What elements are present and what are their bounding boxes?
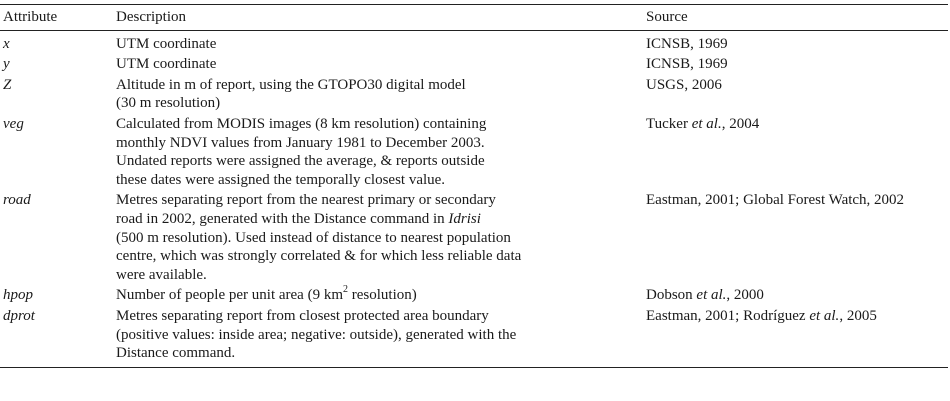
description-line: Altitude in m of report, using the GTOPO30 digital model xyxy=(116,76,466,93)
attribute-cell: Z xyxy=(3,76,12,93)
attribute-cell: x xyxy=(3,35,10,52)
description-line: these dates were assigned the temporally closest value. xyxy=(116,171,446,188)
table-row xyxy=(0,114,948,190)
header-source: Source xyxy=(646,9,688,25)
source-etal: et al. xyxy=(809,307,840,324)
superscript: 2 xyxy=(343,284,348,296)
description-line: were available. xyxy=(116,266,207,283)
attribute-cell: road xyxy=(3,192,31,209)
description-cell xyxy=(116,285,646,306)
source-cell: ICNSB, 1969 xyxy=(646,35,728,52)
description-line xyxy=(116,286,646,305)
source-cell xyxy=(646,306,948,367)
source-cell: ICNSB, 1969 xyxy=(646,56,728,73)
description-text: resolution) xyxy=(348,287,417,304)
description-cell xyxy=(116,114,646,190)
description-line: Calculated from MODIS images (8 km resolution) containing xyxy=(116,115,487,132)
table-body xyxy=(0,30,948,367)
attribute-cell: hpop xyxy=(3,287,33,304)
description-line: Metres separating report from the nearest primary or secondary xyxy=(116,192,496,209)
attribute-cell: y xyxy=(3,56,10,73)
description-cell xyxy=(116,306,646,367)
source-year: , 2005 xyxy=(839,307,877,324)
description-line: (positive values: inside area; negative: outside), generated with the xyxy=(116,326,517,343)
source-cell xyxy=(646,114,948,190)
description-line: UTM coordinate xyxy=(116,56,217,73)
header-attribute: Attribute xyxy=(3,9,58,25)
description-line: centre, which was strongly correlated & for which less reliable data xyxy=(116,248,522,265)
source-cell: USGS, 2006 xyxy=(646,76,722,93)
source-year: , 2000 xyxy=(726,287,764,304)
header-row xyxy=(0,5,948,31)
attribute-cell: veg xyxy=(3,115,24,132)
attribute-cell: dprot xyxy=(3,307,35,324)
table-row xyxy=(0,285,948,306)
description-line: monthly NDVI values from January 1981 to December 2003. xyxy=(116,134,485,151)
source-etal: et al. xyxy=(696,287,727,304)
table-header xyxy=(0,5,948,31)
description-line xyxy=(116,210,646,229)
table-row xyxy=(0,75,948,114)
source-cell: Eastman, 2001; Global Forest Watch, 2002 xyxy=(646,192,905,209)
description-cell xyxy=(116,75,646,114)
description-cell xyxy=(116,30,646,54)
table-row xyxy=(0,30,948,54)
description-cell xyxy=(116,190,646,285)
table-row xyxy=(0,54,948,75)
header-description: Description xyxy=(116,9,186,25)
description-line: Metres separating report from closest protected area boundary xyxy=(116,307,489,324)
source-author: Eastman, 2001; Rodríguez xyxy=(646,307,810,324)
source-etal: et al. xyxy=(691,115,722,132)
description-line: (500 m resolution). Used instead of distance to nearest population xyxy=(116,229,511,246)
description-line: (30 m resolution) xyxy=(116,95,221,112)
description-line: Distance command. xyxy=(116,345,236,362)
source-year: , 2004 xyxy=(721,115,760,132)
description-cell xyxy=(116,54,646,75)
description-line: Undated reports were assigned the average, & reports outside xyxy=(116,153,485,170)
description-line: UTM coordinate xyxy=(116,35,217,52)
software-name: Idrisi xyxy=(448,210,481,227)
attributes-table xyxy=(0,4,948,368)
source-author: Tucker xyxy=(646,115,692,132)
description-text: road in 2002, generated with the Distance command in xyxy=(116,210,449,227)
description-text: Number of people per unit area (9 km xyxy=(116,287,343,304)
table-row xyxy=(0,306,948,367)
source-cell xyxy=(646,285,948,306)
table-row xyxy=(0,190,948,285)
source-author: Dobson xyxy=(646,287,697,304)
